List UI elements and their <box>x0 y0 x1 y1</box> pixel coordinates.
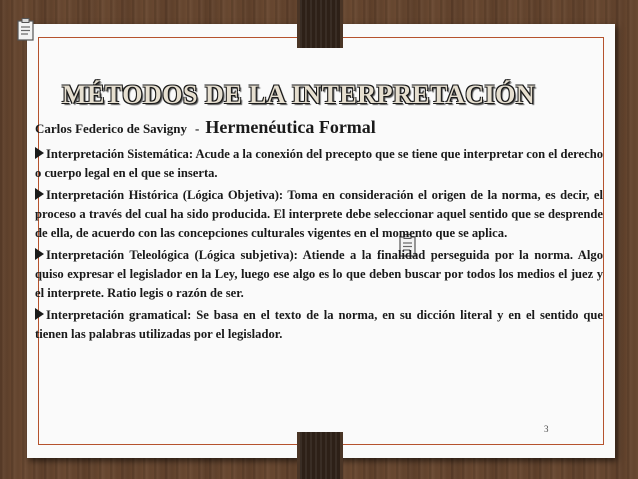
paragraph-text: Interpretación gramatical: Se basa en el texto de la norma, en su dicción literal y en el sentido que tienen las palabras utilizadas por el legislador. <box>35 308 603 341</box>
paragraph-text: Interpretación Sistemática: Acude a la conexión del precepto que se tiene que interpretar con el derecho o cuerpo legal en el que se inserta. <box>35 147 603 180</box>
triangle-bullet-icon <box>35 147 44 159</box>
binder-clip-bottom <box>297 432 343 479</box>
list-item <box>35 306 603 344</box>
slide-title: MÉTODOS DE LA INTERPRETACIÓN <box>62 80 536 109</box>
paragraph-text: Interpretación Histórica (Lógica Objetiva): Toma en consideración el origen de la norma, es decir, el proceso a través del cual ha sido producida. El interprete debe seleccionar aquel sentido que se desprende de ella, de acuerdo con las concepciones culturales vigentes en el momento que se aplica. <box>35 188 603 240</box>
binder-clip-top <box>297 0 343 48</box>
subtitle-line <box>35 117 376 138</box>
list-item <box>35 186 603 243</box>
triangle-bullet-icon <box>35 188 44 200</box>
school-name: Hermenéutica Formal <box>205 117 376 137</box>
list-item <box>35 246 603 303</box>
notepad-icon[interactable] <box>15 17 37 43</box>
subtitle-separator: - <box>195 121 200 136</box>
list-item <box>35 145 603 183</box>
triangle-bullet-icon <box>35 248 44 260</box>
author-name: Carlos Federico de Savigny <box>35 121 188 136</box>
page-number: 3 <box>544 424 549 434</box>
triangle-bullet-icon <box>35 308 44 320</box>
slide-body <box>35 145 603 347</box>
paragraph-text: Interpretación Teleológica (Lógica subjetiva): Atiende a la finalidad perseguida por la norma. Algo quiso expresar el legislador en la Ley, luego ese algo es lo que deben buscar por todos los medios el juez y el interprete. Ratio legis o razón de ser. <box>35 248 603 300</box>
